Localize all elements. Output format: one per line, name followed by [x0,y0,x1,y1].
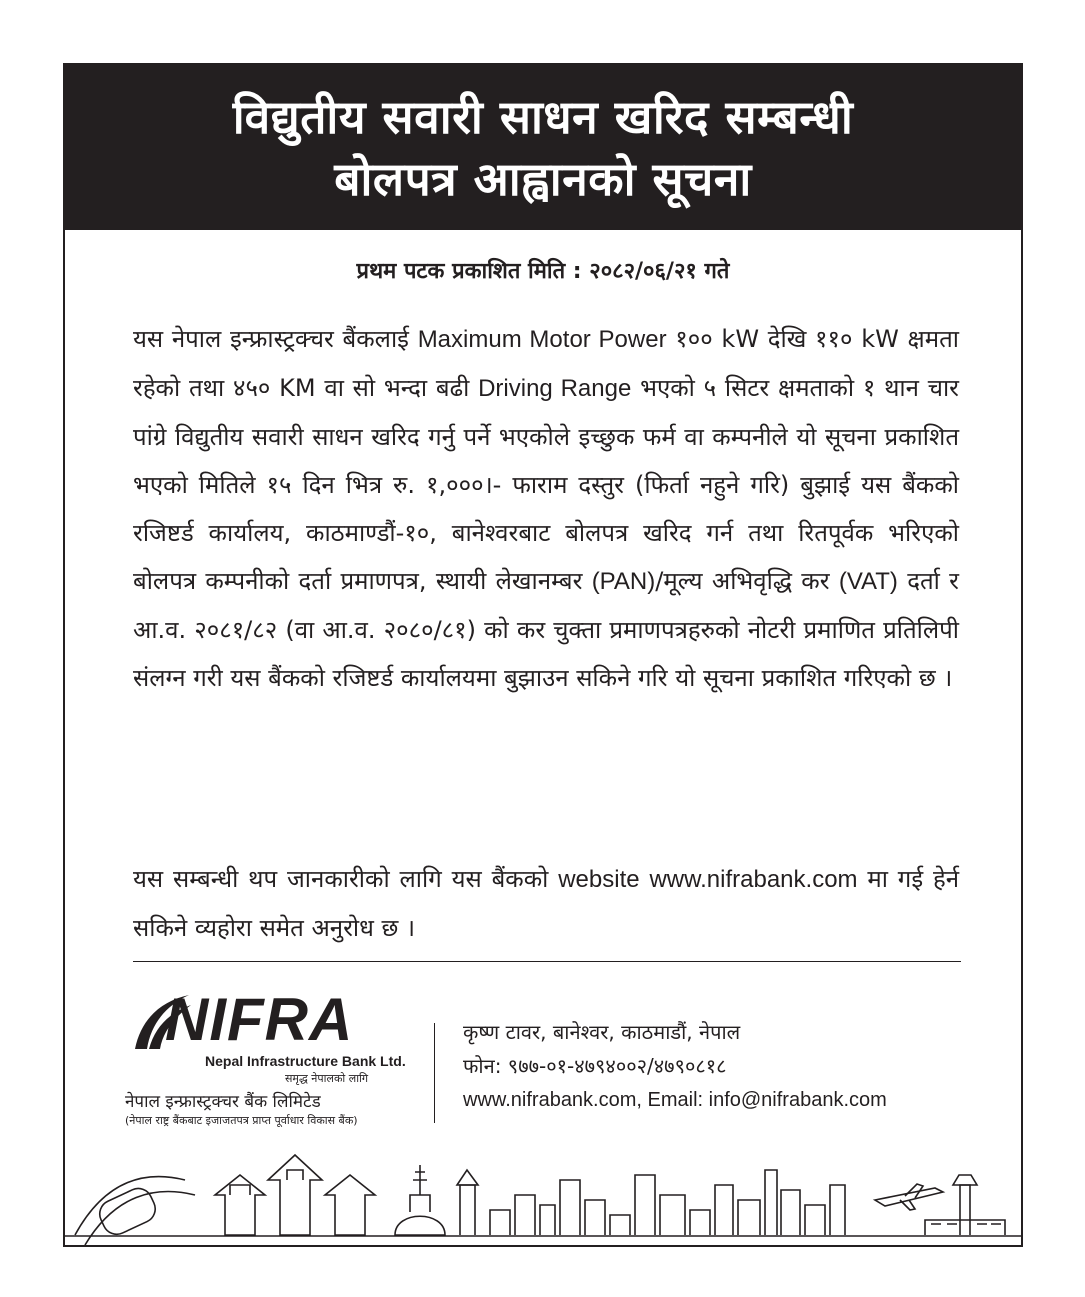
logo-tagline: समृद्ध नेपालको लागि [285,1072,369,1085]
contact-phone: फोन: ९७७-०१-४७९४००२/४७९०८१८ [463,1054,727,1078]
p1-vat: (VAT) [838,568,898,595]
logo-english-name: Nepal Infrastructure Bank Ltd. [205,1053,406,1069]
publication-date: प्रथम पटक प्रकाशित मिति : २०८२/०६/२१ गते [356,259,730,284]
notice-paragraph-2 [133,855,959,952]
logo-license-note: (नेपाल राष्ट्र बैंकबाट इजाजतपत्र प्राप्त पूर्वाधार विकास बैंक) [125,1114,358,1127]
p1-text-a: यस नेपाल इन्फ्रास्ट्रक्चर बैंकलाई [133,325,409,353]
contact-web-email[interactable]: www.nifrabank.com, Email: info@nifrabank.com [463,1089,887,1111]
p1-motor-power: Maximum Motor Power [417,326,667,353]
vertical-separator [434,1023,435,1123]
p2-text-b: मा गई हेर्न सकिने व्यहोरा समेत अनुरोध छ । [133,865,960,942]
p1-driving-range: Driving Range [478,375,632,402]
p2-text-a: यस सम्बन्धी थप जानकारीको लागि यस बैंकको [133,865,549,893]
p1-text-d: /मूल्य अभिवृद्धि कर [655,567,830,595]
p2-url-link[interactable]: www.nifrabank.com [649,866,858,893]
notice-title-line-2: बोलपत्र आह्वानको सूचना [334,151,752,206]
p1-text-b: १०० kW देखि ११० kW क्षमता रहेको तथा ४५० KM वा सो भन्दा बढी [133,325,959,402]
bank-logo [125,985,445,1135]
notice-paragraph-1 [133,315,959,702]
p1-pan: (PAN) [591,568,656,595]
city-skyline-illustration [65,1140,1021,1247]
p1-text-e: दर्ता र आ.व. २०८१/८२ (वा आ.व. २०८०/८१) को कर चुक्ता प्रमाणपत्रहरुको नोटरी प्रमाणित प्रतिलिपी संलग्न गरी यस बैंकको रजिष्टर्ड कार्यालयमा बुझाउन सकिने गरि यो सूचना प्रकाशित गरिएको छ । [133,567,959,692]
notice-frame [63,63,1023,1247]
contact-address: कृष्ण टावर, बानेश्वर, काठमाडौं, नेपाल [463,1020,741,1044]
contact-block [463,1015,1003,1117]
logo-nepali-name: नेपाल इन्फ्रास्ट्रक्चर बैंक लिमिटेड [125,1092,321,1112]
logo-brand-name: NIFRA [165,986,354,1053]
divider [133,961,961,962]
p2-website: website [558,866,640,893]
notice-title-line-1: विद्युतीय सवारी साधन खरिद सम्बन्धी [232,89,854,144]
title-banner [65,65,1021,230]
p1-text-c: भएको ५ सिटर क्षमताको १ थान चार पांग्रे विद्युतीय सवारी साधन खरिद गर्नु पर्ने भएकोले इच्छुक फर्म वा कम्पनीले यो सूचना प्रकाशित भएको मितिले १५ दिन भित्र रु. १,०००।- फाराम दस्तुर (फिर्ता नहुने गरि) बुझाई यस बैंकको रजिष्टर्ड कार्यालय, काठमाण्डौं-१०, बानेश्वरबाट बोलपत्र खरिद गर्न तथा रितपूर्वक भरिएको बोलपत्र कम्पनीको दर्ता प्रमाणपत्र, स्थायी लेखानम्बर [133,374,959,595]
